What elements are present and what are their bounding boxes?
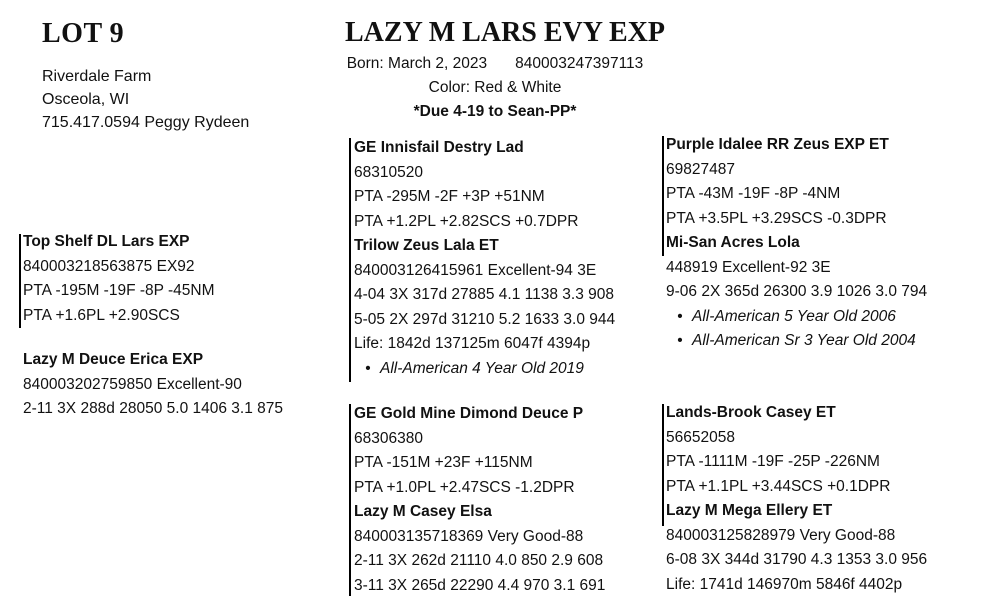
sire-sire-block bbox=[354, 136, 615, 381]
animal-color: Color: Red & White bbox=[428, 79, 562, 96]
dam-dam-record-2: 3-11 3X 265d 22290 4.4 970 3.1 691 bbox=[354, 576, 606, 594]
dam-id: 840003202759850 Excellent-90 bbox=[23, 375, 242, 393]
sire-name: Top Shelf DL Lars EXP bbox=[23, 233, 190, 250]
ss-dam-award-2: • All-American Sr 3 Year Old 2004 bbox=[666, 329, 927, 354]
farm-name: Riverdale Farm bbox=[42, 68, 152, 85]
sire-block bbox=[23, 230, 215, 328]
born-date: Born: March 2, 2023 bbox=[346, 55, 488, 72]
dam-sire-pta-production: PTA -151M +23F +115NM bbox=[354, 454, 533, 471]
sire-dam-id: 840003126415961 Excellent-94 3E bbox=[354, 261, 597, 279]
ss-dam-award-1: • All-American 5 Year Old 2006 bbox=[666, 305, 927, 330]
bullet-icon: • bbox=[365, 359, 371, 377]
ss-sire-name: Purple Idalee RR Zeus EXP ET bbox=[666, 136, 889, 153]
dam-sire-block bbox=[354, 402, 605, 598]
dam-block bbox=[23, 348, 283, 422]
dam-dam-id: 840003135718369 Very Good-88 bbox=[354, 527, 584, 545]
sire-id: 840003218563875 EX92 bbox=[23, 257, 195, 275]
ss-dam-id: 448919 Excellent-92 3E bbox=[666, 258, 831, 276]
ss-sire-id: 69827487 bbox=[666, 160, 735, 178]
sire-sire-pta-health: PTA +1.2PL +2.82SCS +0.7DPR bbox=[354, 212, 579, 230]
dam-sire-id: 68306380 bbox=[354, 429, 423, 447]
sire-dam-lifetime: Life: 1842d 137125m 6047f 4394p bbox=[354, 335, 591, 352]
sire-bracket bbox=[19, 234, 21, 328]
dam-sire-pta-health: PTA +1.0PL +2.47SCS -1.2DPR bbox=[354, 478, 575, 496]
ss-sire-pta-production: PTA -43M -19F -8P -4NM bbox=[666, 185, 841, 202]
bullet-icon: • bbox=[677, 332, 683, 349]
ds-dam-lifetime: Life: 1741d 146970m 5846f 4402p bbox=[666, 575, 903, 593]
ds-bracket bbox=[662, 404, 664, 526]
sire-pta-health: PTA +1.6PL +2.90SCS bbox=[23, 306, 180, 324]
ss-sire-pta-health: PTA +3.5PL +3.29SCS -0.3DPR bbox=[666, 209, 887, 227]
ss-dam-name: Mi-San Acres Lola bbox=[666, 234, 800, 251]
sire-dam-record-1: 4-04 3X 317d 27885 4.1 1138 3.3 908 bbox=[354, 286, 614, 303]
farm-contact: 715.417.0594 Peggy Rydeen bbox=[42, 114, 250, 131]
ds-sire-block bbox=[666, 401, 927, 597]
animal-name: LAZY M LARS EVY EXP bbox=[345, 17, 665, 48]
dam-parents-bracket bbox=[349, 404, 351, 596]
due-note: *Due 4-19 to Sean-PP* bbox=[413, 103, 577, 120]
bullet-icon: • bbox=[677, 307, 683, 325]
dam-dam-name: Lazy M Casey Elsa bbox=[354, 503, 492, 520]
sire-sire-pta-production: PTA -295M -2F +3P +51NM bbox=[354, 188, 545, 205]
ds-dam-id: 840003125828979 Very Good-88 bbox=[666, 526, 896, 544]
dam-record: 2-11 3X 288d 28050 5.0 1406 3.1 875 bbox=[23, 400, 283, 417]
ss-dam-record: 9-06 2X 365d 26300 3.9 1026 3.0 794 bbox=[666, 283, 928, 300]
dam-dam-record-1: 2-11 3X 262d 21110 4.0 850 2.9 608 bbox=[354, 552, 604, 569]
ds-sire-id: 56652058 bbox=[666, 428, 735, 446]
ss-bracket bbox=[662, 136, 664, 256]
ds-dam-record: 6-08 3X 344d 31790 4.3 1353 3.0 956 bbox=[666, 551, 928, 568]
farm-location: Osceola, WI bbox=[42, 91, 130, 108]
sire-dam-name: Trilow Zeus Lala ET bbox=[354, 237, 499, 254]
birth-line bbox=[300, 55, 690, 73]
animal-id: 840003247397113 bbox=[515, 55, 644, 72]
ds-sire-name: Lands-Brook Casey ET bbox=[666, 404, 836, 421]
seller-info bbox=[42, 65, 249, 134]
sire-sire-name: GE Innisfail Destry Lad bbox=[354, 139, 524, 156]
sire-dam-record-2: 5-05 2X 297d 31210 5.2 1633 3.0 944 bbox=[354, 310, 616, 328]
dam-sire-name: GE Gold Mine Dimond Deuce P bbox=[354, 405, 584, 422]
dam-name: Lazy M Deuce Erica EXP bbox=[23, 351, 204, 368]
ds-sire-pta-production: PTA -1111M -19F -25P -226NM bbox=[666, 453, 880, 470]
ds-sire-pta-health: PTA +1.1PL +3.44SCS +0.1DPR bbox=[666, 477, 891, 495]
ds-dam-name: Lazy M Mega Ellery ET bbox=[666, 502, 833, 519]
ss-sire-block bbox=[666, 133, 927, 354]
sire-pta-production: PTA -195M -19F -8P -45NM bbox=[23, 282, 215, 299]
sire-sire-id: 68310520 bbox=[354, 163, 423, 181]
lot-number: LOT 9 bbox=[42, 18, 125, 49]
sire-dam-award-1: • All-American 4 Year Old 2019 bbox=[354, 357, 615, 382]
sire-parents-bracket bbox=[349, 138, 351, 382]
